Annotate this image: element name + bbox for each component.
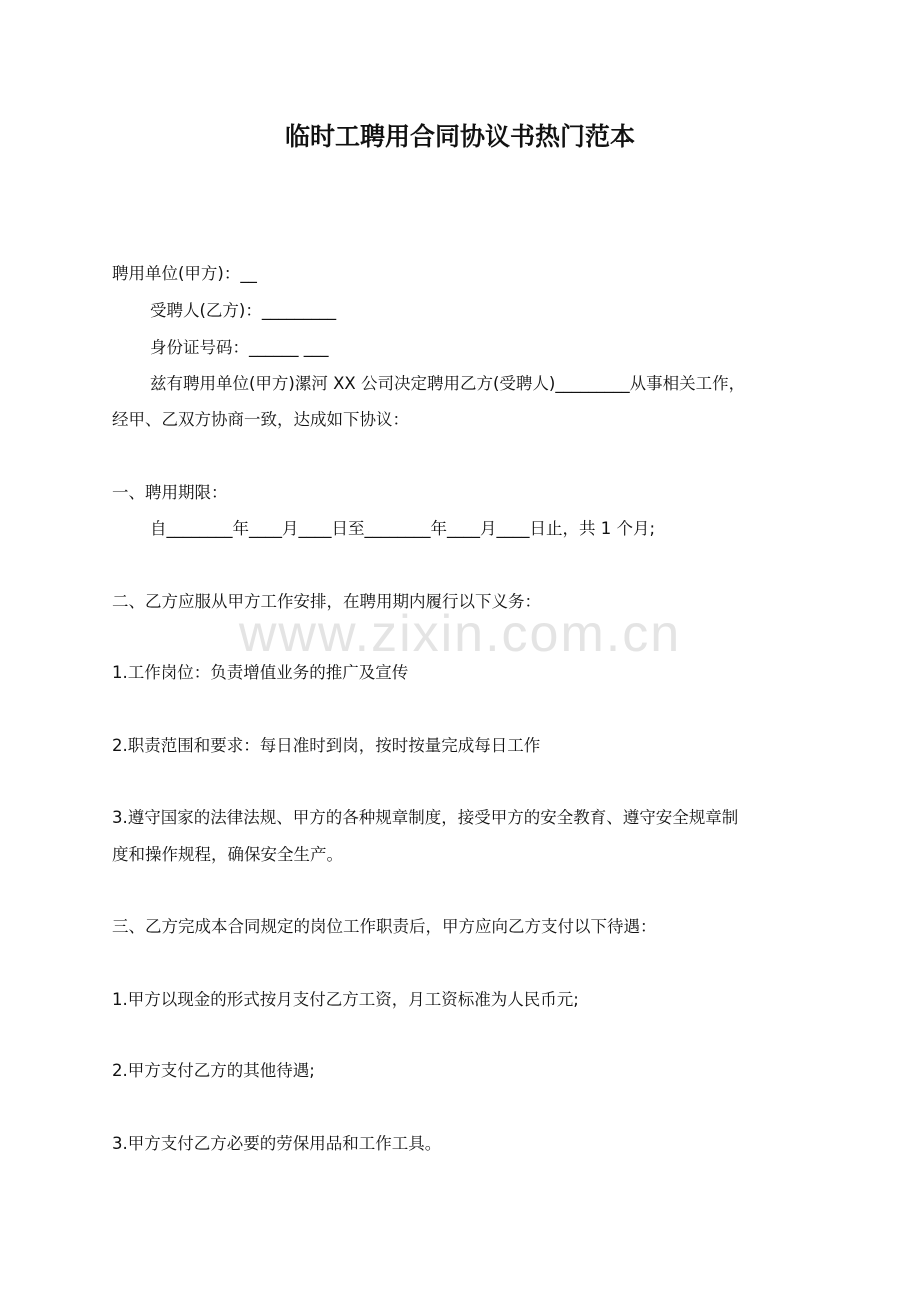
duty-item-3-line-2: 度和操作规程，确保安全生产。 xyxy=(112,845,343,864)
intro-paragraph-line-1: 兹有聘用单位(甲方)漯河 XX 公司决定聘用乙方(受聘人)_________从事相关工作， xyxy=(150,374,746,393)
intro-paragraph-line-2: 经甲、乙双方协商一致，达成如下协议： xyxy=(112,410,409,429)
duty-item-3-line-1: 3.遵守国家的法律法规、甲方的各种规章制度，接受甲方的安全教育、遵守安全规章制 xyxy=(112,808,739,827)
document-title: 临时工聘用合同协议书热门范本 xyxy=(284,122,635,151)
section-1-heading: 一、聘用期限： xyxy=(112,483,228,502)
employment-period-line: 自________年____月____日至________年____月____日止，共 1 个月; xyxy=(150,519,656,538)
benefit-item-1: 1.甲方以现金的形式按月支付乙方工资，月工资标准为人民币元; xyxy=(112,990,579,1009)
watermark: www.zixin.com.cn xyxy=(238,605,682,663)
section-3-heading: 三、乙方完成本合同规定的岗位工作职责后，甲方应向乙方支付以下待遇： xyxy=(112,917,657,936)
employer-line: 聘用单位(甲方)：__ xyxy=(112,264,257,283)
employee-line: 受聘人(乙方)：_________ xyxy=(150,301,337,320)
duty-item-2: 2.职责范围和要求：每日准时到岗，按时按量完成每日工作 xyxy=(112,736,541,755)
section-2-heading: 二、乙方应服从甲方工作安排，在聘用期内履行以下义务： xyxy=(112,592,541,611)
id-number-line: 身份证号码：______ ___ xyxy=(150,338,329,357)
duty-item-1: 1.工作岗位：负责增值业务的推广及宣传 xyxy=(112,663,409,682)
benefit-item-3: 3.甲方支付乙方必要的劳保用品和工作工具。 xyxy=(112,1134,442,1153)
benefit-item-2: 2.甲方支付乙方的其他待遇; xyxy=(112,1061,315,1080)
